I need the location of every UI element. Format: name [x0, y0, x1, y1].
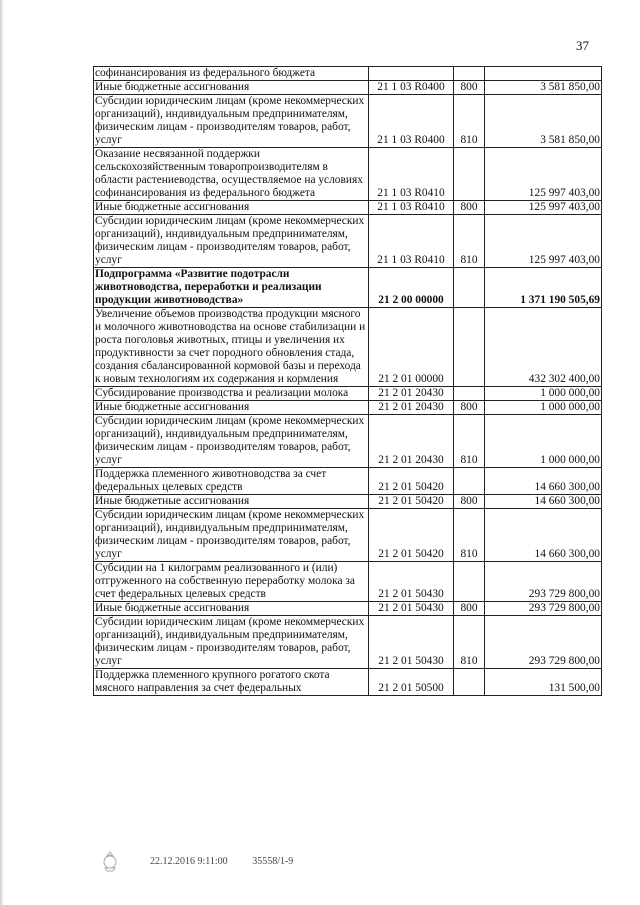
- row-type-cell: [454, 148, 485, 201]
- scan-edge: [0, 0, 4, 905]
- row-name-cell: Субсидирование производства и реализации молока: [94, 387, 369, 401]
- row-code-cell: 21 2 00 00000: [369, 268, 454, 308]
- row-type-cell: [454, 562, 485, 602]
- row-type-cell: 800: [454, 81, 485, 95]
- row-type-cell: 810: [454, 215, 485, 268]
- row-code-cell: 21 1 03 R0400: [369, 81, 454, 95]
- row-type-cell: 800: [454, 201, 485, 215]
- table-row: [94, 495, 602, 509]
- row-name-cell: Иные бюджетные ассигнования: [94, 401, 369, 415]
- row-code-cell: 21 1 03 R0410: [369, 201, 454, 215]
- row-name-cell: Поддержка племенного крупного рогатого скота мясного направления за счет федеральных: [94, 669, 369, 696]
- row-code-cell: 21 2 01 50430: [369, 562, 454, 602]
- row-name-cell: Иные бюджетные ассигнования: [94, 81, 369, 95]
- row-name-cell: Поддержка племенного животноводства за счет федеральных целевых средств: [94, 468, 369, 495]
- row-type-cell: [454, 387, 485, 401]
- row-code-cell: 21 2 01 50430: [369, 616, 454, 669]
- table-row: [94, 67, 602, 81]
- table-row: [94, 308, 602, 387]
- row-sum-cell: 14 660 300,00: [485, 468, 602, 495]
- row-name-cell: Иные бюджетные ассигнования: [94, 495, 369, 509]
- row-type-cell: [454, 468, 485, 495]
- row-sum-cell: 1 371 190 505,69: [485, 268, 602, 308]
- table-row: [94, 81, 602, 95]
- row-code-cell: 21 1 03 R0410: [369, 215, 454, 268]
- row-type-cell: 810: [454, 509, 485, 562]
- table-row: [94, 401, 602, 415]
- row-type-cell: [454, 669, 485, 696]
- row-type-cell: [454, 308, 485, 387]
- row-sum-cell: 125 997 403,00: [485, 201, 602, 215]
- row-name-cell: Субсидии юридическим лицам (кроме некоммерческих организаций), индивидуальным предпринимателям, физическим лицам - производителям товаров, работ, услуг: [94, 415, 369, 468]
- table-row: [94, 148, 602, 201]
- row-sum-cell: 432 302 400,00: [485, 308, 602, 387]
- row-sum-cell: 125 997 403,00: [485, 148, 602, 201]
- row-sum-cell: 14 660 300,00: [485, 509, 602, 562]
- row-sum-cell: 3 581 850,00: [485, 95, 602, 148]
- footer-stamp: [150, 856, 315, 867]
- table-row: [94, 268, 602, 308]
- row-sum-cell: 1 000 000,00: [485, 387, 602, 401]
- row-type-cell: 810: [454, 616, 485, 669]
- table-row: [94, 95, 602, 148]
- row-name-cell: Иные бюджетные ассигнования: [94, 201, 369, 215]
- row-name-cell: Субсидии юридическим лицам (кроме некоммерческих организаций), индивидуальным предпринимателям, физическим лицам - производителям товаров, работ, услуг: [94, 95, 369, 148]
- row-name-cell: Субсидии юридическим лицам (кроме некоммерческих организаций), индивидуальным предпринимателям, физическим лицам - производителям товаров, работ, услуг: [94, 616, 369, 669]
- row-name-cell: Оказание несвязанной поддержки сельскохозяйственным товаропроизводителям в области растениеводства, осуществляемое на условиях софинансирования из федерального бюджета: [94, 148, 369, 201]
- row-sum-cell: 14 660 300,00: [485, 495, 602, 509]
- table-row: [94, 415, 602, 468]
- table-row: [94, 602, 602, 616]
- table-row: [94, 509, 602, 562]
- row-name-cell: Субсидии юридическим лицам (кроме некоммерческих организаций), индивидуальным предпринимателям, физическим лицам - производителям товаров, работ, услуг: [94, 215, 369, 268]
- row-code-cell: 21 2 01 50420: [369, 495, 454, 509]
- row-name-cell: Увеличение объемов производства продукции мясного и молочного животноводства на основе стабилизации и роста поголовья животных, птицы и увеличения их продуктивности за счет породного обновления стада, создания сбалансированной кормовой базы и перехода к новым технологиям их содержания и кормления: [94, 308, 369, 387]
- table-row: [94, 201, 602, 215]
- table-row: [94, 669, 602, 696]
- row-sum-cell: 1 000 000,00: [485, 415, 602, 468]
- emblem-icon: [100, 850, 120, 872]
- row-name-cell: софинансирования из федерального бюджета: [94, 67, 369, 81]
- row-code-cell: 21 2 01 50420: [369, 468, 454, 495]
- budget-table: [93, 66, 602, 696]
- table-row: [94, 387, 602, 401]
- row-name-cell: Субсидии юридическим лицам (кроме некоммерческих организаций), индивидуальным предпринимателям, физическим лицам - производителям товаров, работ, услуг: [94, 509, 369, 562]
- table-row: [94, 215, 602, 268]
- footer-doc-id: 35558/1-9: [252, 856, 294, 867]
- row-name-cell: Иные бюджетные ассигнования: [94, 602, 369, 616]
- row-code-cell: 21 2 01 00000: [369, 308, 454, 387]
- table-row: [94, 468, 602, 495]
- row-sum-cell: 125 997 403,00: [485, 215, 602, 268]
- row-code-cell: 21 2 01 50420: [369, 509, 454, 562]
- row-type-cell: 800: [454, 602, 485, 616]
- table-row: [94, 616, 602, 669]
- row-name-cell: Субсидии на 1 килограмм реализованного и (или) отгруженного на собственную переработку молока за счет федеральных целевых средств: [94, 562, 369, 602]
- row-type-cell: 800: [454, 401, 485, 415]
- row-code-cell: 21 2 01 20430: [369, 401, 454, 415]
- table-body: [94, 67, 602, 696]
- row-name-cell: Подпрограмма «Развитие подотрасли животноводства, переработки и реализации продукции животноводства»: [94, 268, 369, 308]
- table-row: [94, 562, 602, 602]
- row-type-cell: [454, 67, 485, 81]
- row-type-cell: [454, 268, 485, 308]
- page-number: 37: [576, 38, 589, 53]
- row-sum-cell: 3 581 850,00: [485, 81, 602, 95]
- row-sum-cell: 293 729 800,00: [485, 562, 602, 602]
- row-sum-cell: [485, 67, 602, 81]
- row-type-cell: 800: [454, 495, 485, 509]
- row-code-cell: 21 2 01 20430: [369, 387, 454, 401]
- row-sum-cell: 1 000 000,00: [485, 401, 602, 415]
- row-sum-cell: 131 500,00: [485, 669, 602, 696]
- row-code-cell: 21 2 01 50500: [369, 669, 454, 696]
- footer-datetime: 22.12.2016 9:11:00: [150, 856, 228, 867]
- row-code-cell: 21 2 01 50430: [369, 602, 454, 616]
- row-code-cell: 21 2 01 20430: [369, 415, 454, 468]
- row-sum-cell: 293 729 800,00: [485, 616, 602, 669]
- row-sum-cell: 293 729 800,00: [485, 602, 602, 616]
- row-type-cell: 810: [454, 415, 485, 468]
- row-code-cell: 21 1 03 R0400: [369, 95, 454, 148]
- row-type-cell: 810: [454, 95, 485, 148]
- row-code-cell: 21 1 03 R0410: [369, 148, 454, 201]
- row-code-cell: [369, 67, 454, 81]
